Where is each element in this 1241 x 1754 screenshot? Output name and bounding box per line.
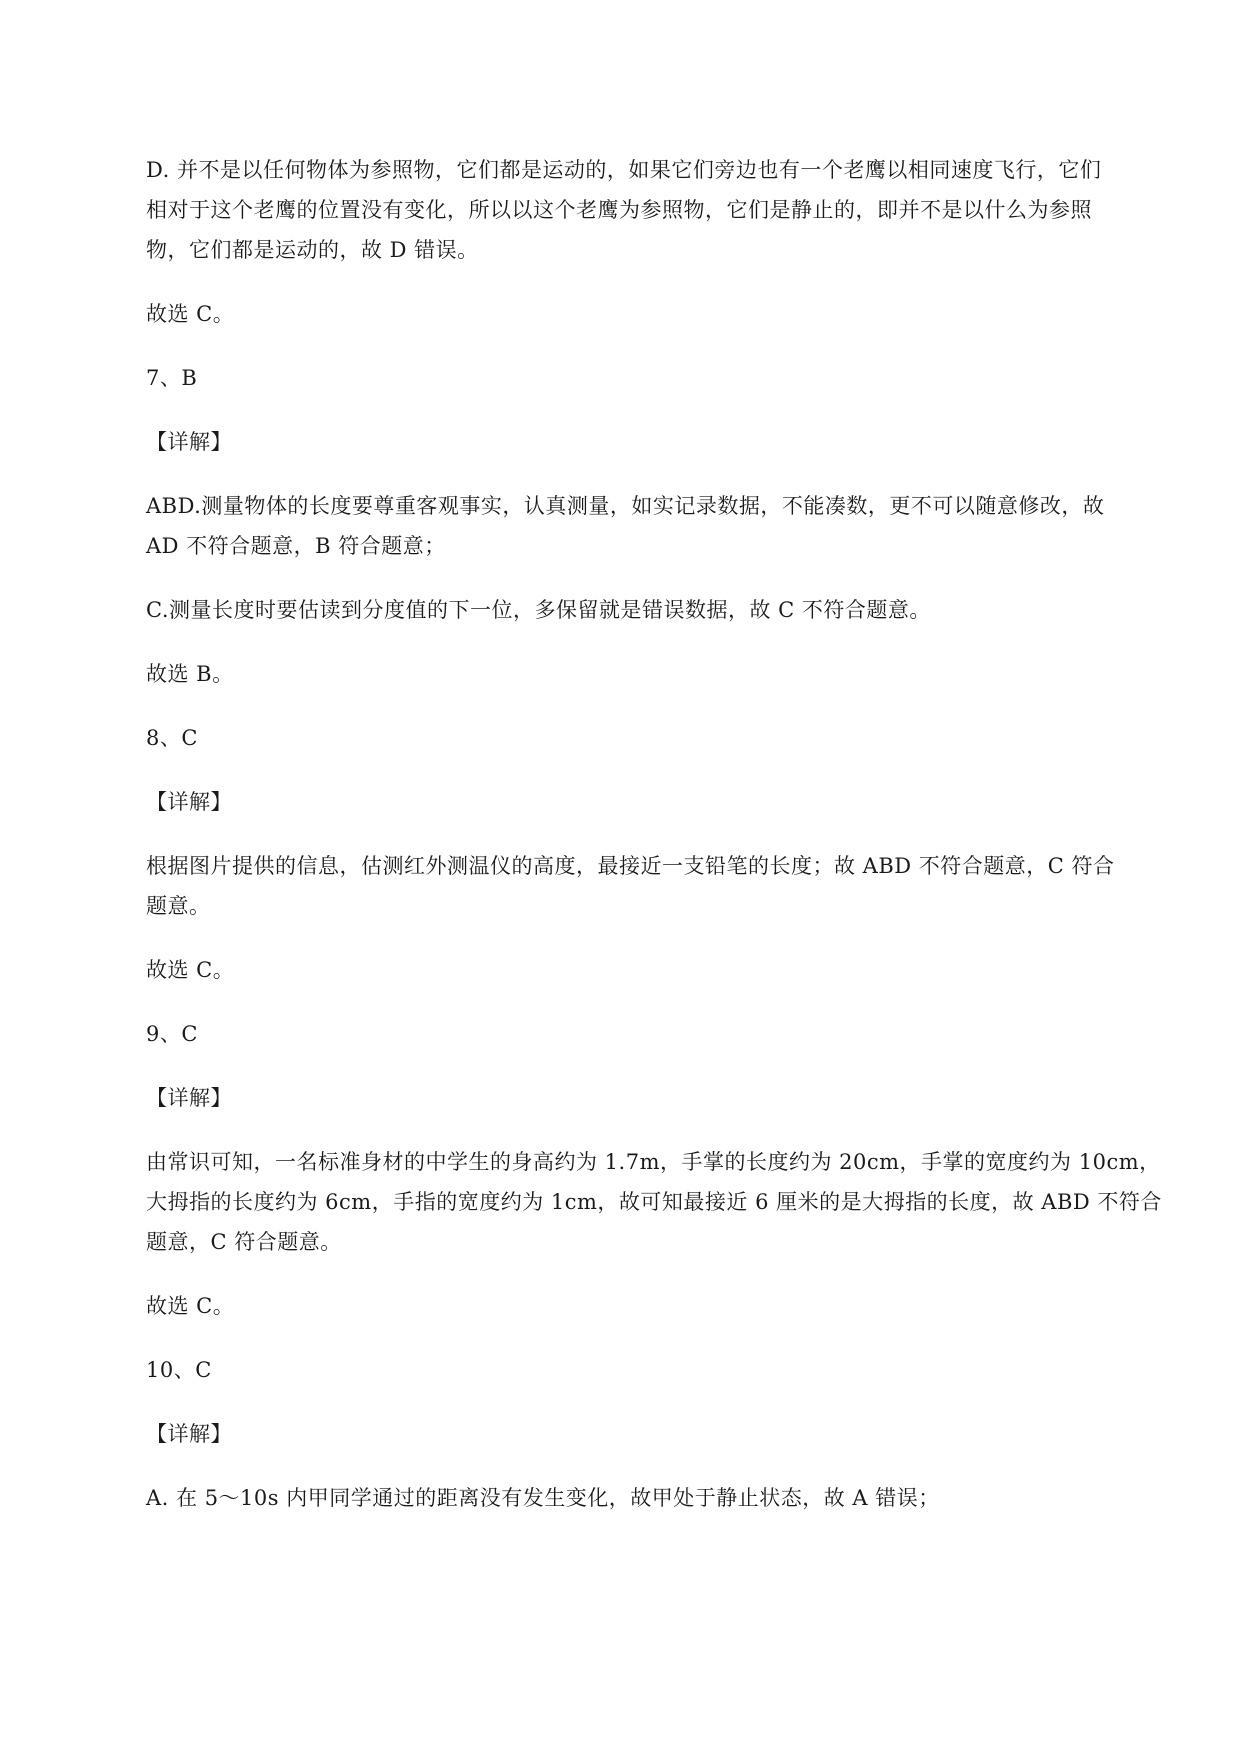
question-8-answer xyxy=(146,718,1156,758)
text-line: A. 在 5～10s 内甲同学通过的距离没有发生变化，故甲处于静止状态，故 A 错误； xyxy=(146,1486,940,1510)
text-line: 故选 B。 xyxy=(146,662,234,686)
detail-heading xyxy=(146,422,1156,462)
paragraph-answer-conclusion xyxy=(146,950,1156,990)
text-line: 【详解】 xyxy=(146,430,232,454)
text-line: 7、B xyxy=(146,366,198,390)
detail-heading xyxy=(146,1078,1156,1118)
text-line: 根据图片提供的信息，估测红外测温仪的高度，最接近一支铅笔的长度；故 ABD 不符合题意，C 符合 xyxy=(146,854,1115,878)
text-line: 题意。 xyxy=(146,894,211,918)
text-line: 8、C xyxy=(146,726,198,750)
question-9-answer xyxy=(146,1014,1156,1054)
question-7-answer xyxy=(146,358,1156,398)
paragraph-answer-conclusion xyxy=(146,1286,1156,1326)
detail-heading xyxy=(146,782,1156,822)
text-line: 故选 C。 xyxy=(146,1294,235,1318)
paragraph-explanation xyxy=(146,846,1156,926)
text-line: D. 并不是以任何物体为参照物，它们都是运动的，如果它们旁边也有一个老鹰以相同速度飞行，它们 xyxy=(146,158,1102,182)
text-line: 【详解】 xyxy=(146,790,232,814)
text-line: C.测量长度时要估读到分度值的下一位，多保留就是错误数据，故 C 不符合题意。 xyxy=(146,598,931,622)
question-10-answer xyxy=(146,1350,1156,1390)
text-line: AD 不符合题意，B 符合题意； xyxy=(146,534,446,558)
text-line: 【详解】 xyxy=(146,1422,232,1446)
paragraph-option-d-explanation xyxy=(146,150,1156,270)
text-line: ABD.测量物体的长度要尊重客观事实，认真测量，如实记录数据，不能凑数，更不可以随意修改，故 xyxy=(146,494,1105,518)
text-line: 故选 C。 xyxy=(146,302,235,326)
text-line: 题意，C 符合题意。 xyxy=(146,1230,342,1254)
text-line: 【详解】 xyxy=(146,1086,232,1110)
text-line: 9、C xyxy=(146,1022,198,1046)
paragraph-explanation xyxy=(146,590,1156,630)
paragraph-explanation xyxy=(146,1478,1156,1518)
text-line: 10、C xyxy=(146,1358,212,1382)
text-line: 相对于这个老鹰的位置没有变化，所以以这个老鹰为参照物，它们是静止的，即并不是以什么为参照 xyxy=(146,198,1092,222)
detail-heading xyxy=(146,1414,1156,1454)
text-line: 故选 C。 xyxy=(146,958,235,982)
paragraph-answer-conclusion xyxy=(146,294,1156,334)
document-page xyxy=(146,150,1162,1542)
paragraph-explanation xyxy=(146,486,1156,566)
paragraph-explanation xyxy=(146,1142,1162,1262)
paragraph-answer-conclusion xyxy=(146,654,1156,694)
text-line: 由常识可知，一名标准身材的中学生的身高约为 1.7m，手掌的长度约为 20cm，手掌的宽度约为 10cm， xyxy=(146,1150,1161,1174)
text-line: 大拇指的长度约为 6cm，手指的宽度约为 1cm，故可知最接近 6 厘米的是大拇指的长度，故 ABD 不符合 xyxy=(146,1190,1162,1214)
text-line: 物，它们都是运动的，故 D 错误。 xyxy=(146,238,479,262)
